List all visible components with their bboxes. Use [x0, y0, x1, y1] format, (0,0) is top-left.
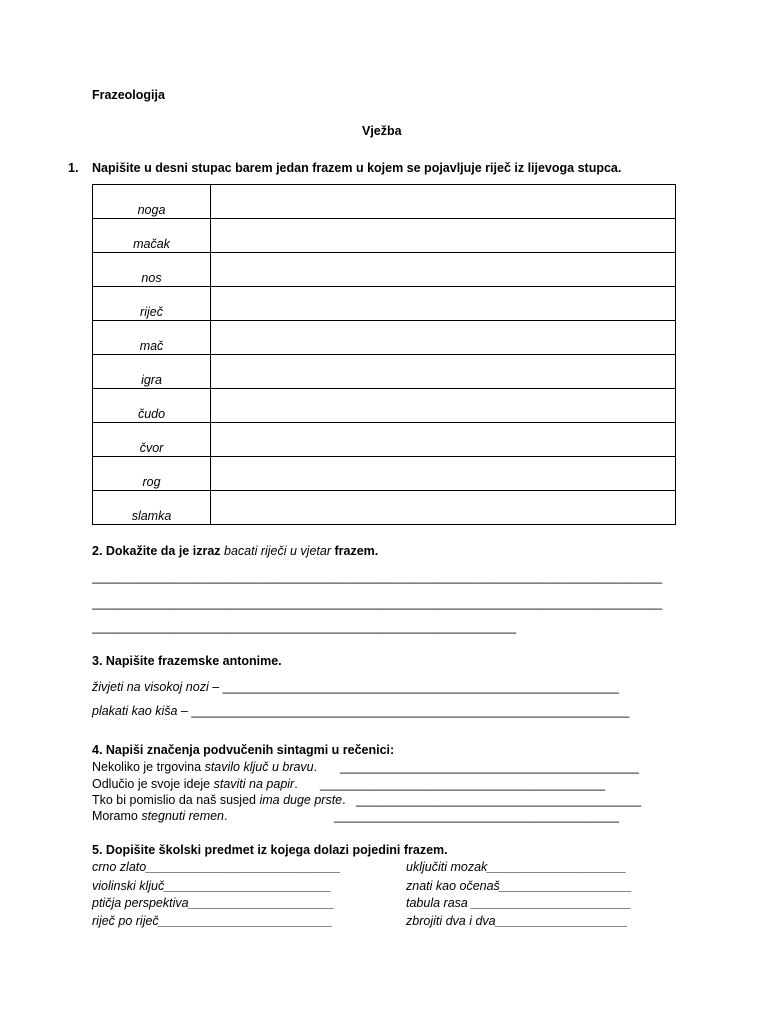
answer-cell[interactable]: [211, 321, 676, 355]
q5-right-item[interactable]: uključiti mozak____________________: [406, 860, 627, 874]
q3-phrase: živjeti na visokoj nozi –: [92, 680, 220, 694]
word-cell: slamka: [93, 491, 211, 525]
q2-instruction: [92, 544, 378, 558]
q4-blank[interactable]: ___________________________________________: [340, 760, 639, 774]
q4-pre: Tko bi pomislio da naš susjed: [92, 793, 260, 807]
word-cell: čvor: [93, 423, 211, 457]
exercise-subtitle: Vježba: [362, 124, 402, 138]
q4-phrase: ima duge prste: [259, 793, 343, 807]
word-cell: mačak: [93, 219, 211, 253]
q4-sentence: [92, 809, 228, 823]
q5-title: 5. Dopišite školski predmet iz kojega dolazi pojedini frazem.: [92, 843, 448, 857]
answer-cell[interactable]: [211, 185, 676, 219]
answer-cell[interactable]: [211, 491, 676, 525]
q5-left-item[interactable]: violinski ključ________________________: [92, 879, 332, 893]
word-cell: riječ: [93, 287, 211, 321]
q5-right-item[interactable]: znati kao očenaš___________________: [406, 879, 632, 893]
q5-left-item[interactable]: ptičja perspektiva_____________________: [92, 896, 335, 910]
answer-cell[interactable]: [211, 423, 676, 457]
table-row: [93, 355, 676, 389]
q3-title: 3. Napišite frazemske antonime.: [92, 654, 282, 668]
q1-table: [92, 184, 676, 525]
q4-title: 4. Napiši značenja podvučenih sintagmi u rečenici:: [92, 743, 395, 757]
q4-sentence: [92, 793, 346, 807]
word-cell: mač: [93, 321, 211, 355]
answer-cell[interactable]: [211, 355, 676, 389]
table-row: [93, 219, 676, 253]
q4-pre: Odlučio je svoje ideje: [92, 777, 214, 791]
table-row: [93, 185, 676, 219]
q5-left-item[interactable]: crno zlato____________________________: [92, 860, 341, 874]
q1-number: 1.: [68, 161, 79, 175]
answer-cell[interactable]: [211, 457, 676, 491]
q5-left-item[interactable]: riječ po riječ_________________________: [92, 914, 333, 928]
q4-blank[interactable]: _________________________________________: [334, 809, 620, 823]
word-cell: čudo: [93, 389, 211, 423]
word-cell: noga: [93, 185, 211, 219]
q3-item: [92, 704, 629, 718]
q4-blank[interactable]: _________________________________________: [356, 793, 642, 807]
q4-phrase: stegnuti remen: [141, 809, 225, 823]
q4-post: .: [224, 809, 228, 823]
q3-item: [92, 680, 619, 694]
answer-cell[interactable]: [211, 389, 676, 423]
table-row: [93, 321, 676, 355]
q5-right-item[interactable]: zbrojiti dva i dva___________________: [406, 914, 628, 928]
q3-blank[interactable]: _______________________________________________________________: [187, 704, 630, 718]
table-row: [93, 287, 676, 321]
q2-answer-line[interactable]: __________________________________________________________________________________: [92, 570, 663, 584]
table-row: [93, 253, 676, 287]
q4-sentence: [92, 777, 298, 791]
answer-cell[interactable]: [211, 287, 676, 321]
table-row: [93, 423, 676, 457]
q3-blank[interactable]: _________________________________________________________: [219, 680, 619, 694]
q4-post: .: [342, 793, 346, 807]
word-cell: igra: [93, 355, 211, 389]
q2-answer-line[interactable]: _____________________________________________________________: [92, 620, 517, 634]
table-row: [93, 389, 676, 423]
table-row: [93, 457, 676, 491]
word-cell: rog: [93, 457, 211, 491]
q4-sentence: [92, 760, 317, 774]
q4-pre: Moramo: [92, 809, 142, 823]
q3-phrase: plakati kao kiša –: [92, 704, 188, 718]
q4-pre: Nekoliko je trgovina: [92, 760, 205, 774]
q2-phrase: bacati riječi u vjetar: [224, 544, 331, 558]
word-cell: nos: [93, 253, 211, 287]
answer-cell[interactable]: [211, 219, 676, 253]
q4-phrase: stavilo ključ u bravu: [204, 760, 314, 774]
document-title: Frazeologija: [92, 88, 165, 102]
q5-right-item[interactable]: tabula rasa _______________________: [406, 896, 632, 910]
q4-post: .: [294, 777, 298, 791]
q4-post: .: [313, 760, 318, 774]
q2-suffix: frazem.: [331, 544, 379, 558]
q4-phrase: staviti na papir: [213, 777, 295, 791]
q2-answer-line[interactable]: __________________________________________________________________________________: [92, 596, 663, 610]
answer-cell[interactable]: [211, 253, 676, 287]
q1-instruction: Napišite u desni stupac barem jedan frazem u kojem se pojavljuje riječ iz lijevoga stupca.: [92, 161, 622, 175]
q2-prefix: 2. Dokažite da je izraz: [92, 544, 224, 558]
q4-blank[interactable]: _________________________________________: [320, 777, 606, 791]
table-row: [93, 491, 676, 525]
